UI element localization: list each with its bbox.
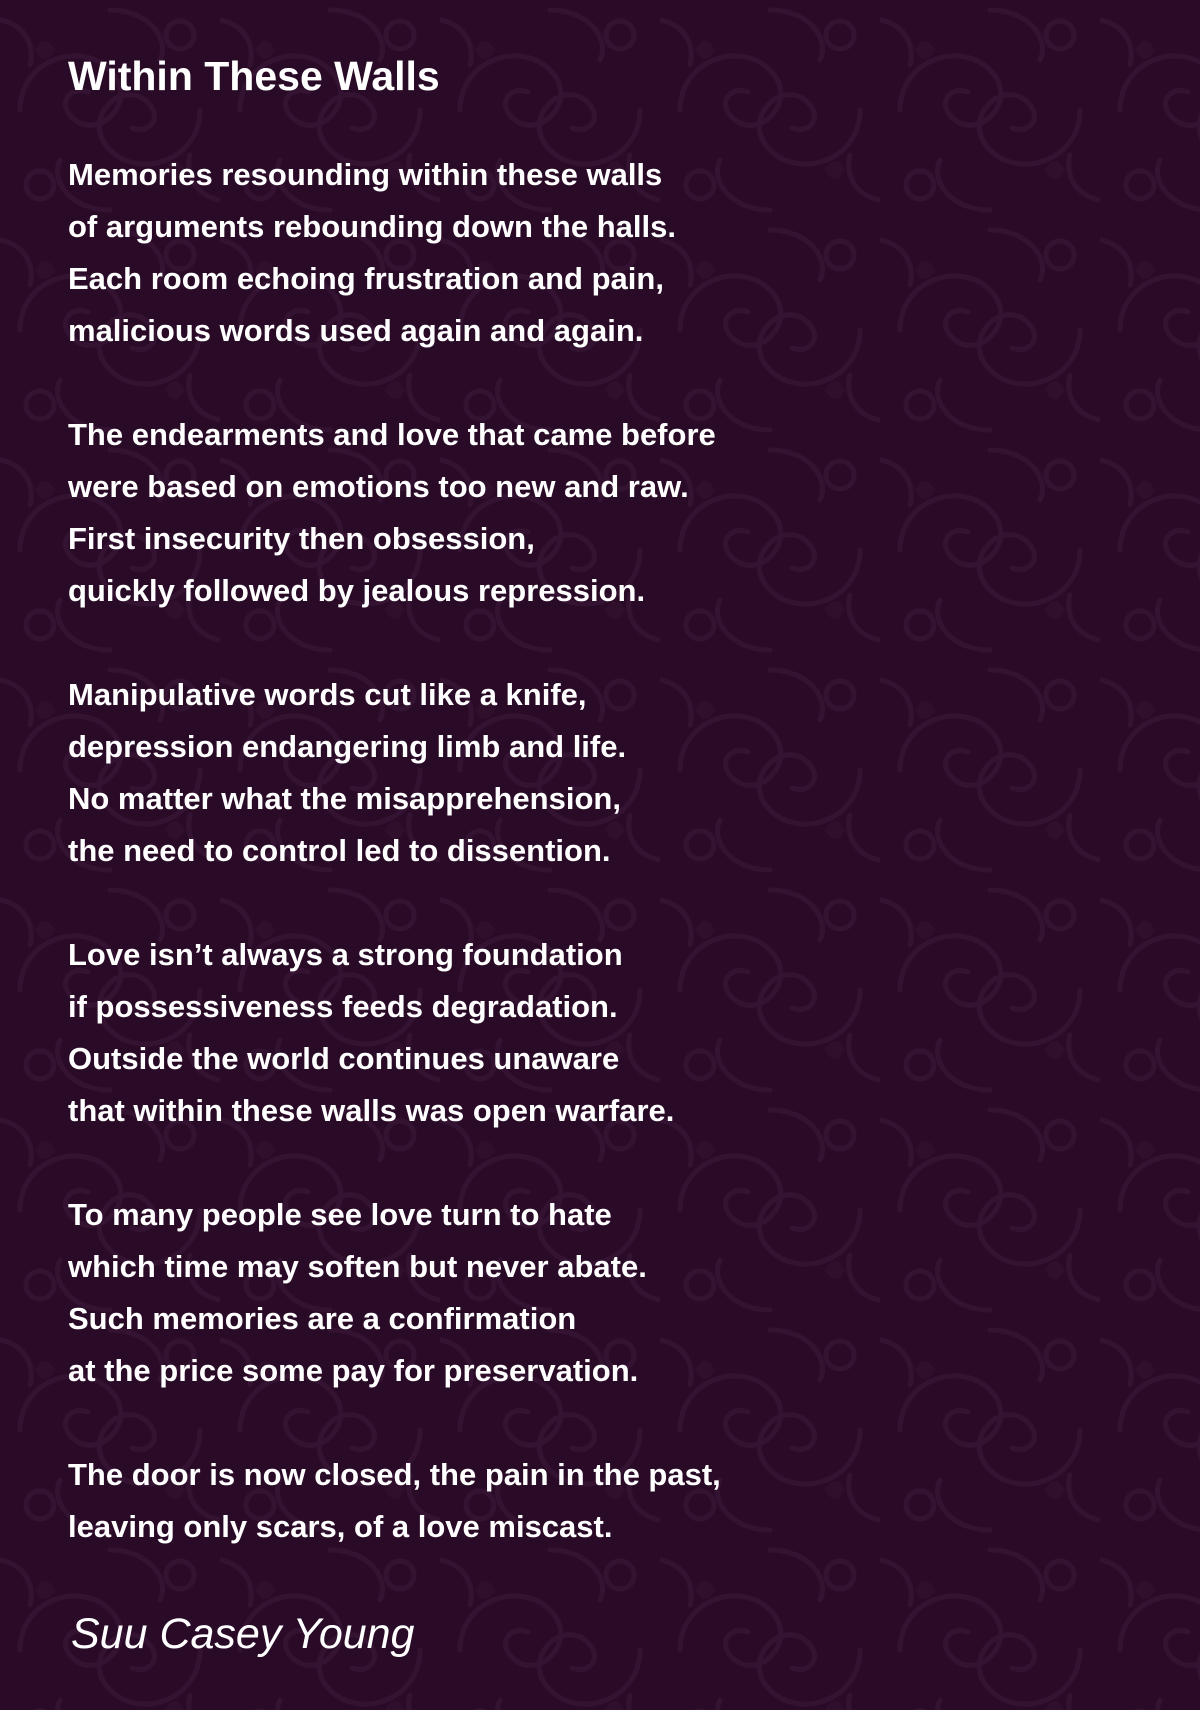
poem-line: were based on emotions too new and raw. (68, 469, 689, 504)
poem-line: depression endangering limb and life. (68, 729, 627, 764)
poem-line: quickly followed by jealous repression. (68, 573, 646, 608)
poem-title: Within These Walls (68, 53, 440, 99)
poem-author: Suu Casey Young (71, 1610, 415, 1658)
poem-line: Outside the world continues unaware (68, 1041, 620, 1076)
poem-line: The door is now closed, the pain in the past, (68, 1457, 721, 1492)
poem-line: Such memories are a confirmation (68, 1301, 577, 1336)
stanza-3 (68, 669, 626, 877)
stanza-6 (68, 1449, 721, 1553)
poem-line: Each room echoing frustration and pain, (68, 261, 664, 296)
poem-line: of arguments rebounding down the halls. (68, 209, 676, 244)
poem-line: leaving only scars, of a love miscast. (68, 1509, 613, 1544)
poem-content (68, 0, 1148, 1710)
poem-line: Manipulative words cut like a knife, (68, 677, 587, 712)
poem-line: No matter what the misapprehension, (68, 781, 621, 816)
poem-line: First insecurity then obsession, (68, 521, 535, 556)
poem-line: that within these walls was open warfare. (68, 1093, 675, 1128)
stanza-4 (68, 929, 674, 1137)
poem-line: Love isn’t always a strong foundation (68, 937, 623, 972)
poem-line: The endearments and love that came before (68, 417, 716, 452)
poem-line: malicious words used again and again. (68, 313, 644, 348)
poem-line: the need to control led to dissention. (68, 833, 611, 868)
stanza-1 (68, 149, 676, 357)
poem-line: at the price some pay for preservation. (68, 1353, 639, 1388)
poem-line: if possessiveness feeds degradation. (68, 989, 618, 1024)
poem-line: which time may soften but never abate. (68, 1249, 647, 1284)
stanza-5 (68, 1189, 647, 1397)
poem-line: To many people see love turn to hate (68, 1197, 612, 1232)
poem-line: Memories resounding within these walls (68, 157, 663, 192)
stanza-2 (68, 409, 716, 617)
